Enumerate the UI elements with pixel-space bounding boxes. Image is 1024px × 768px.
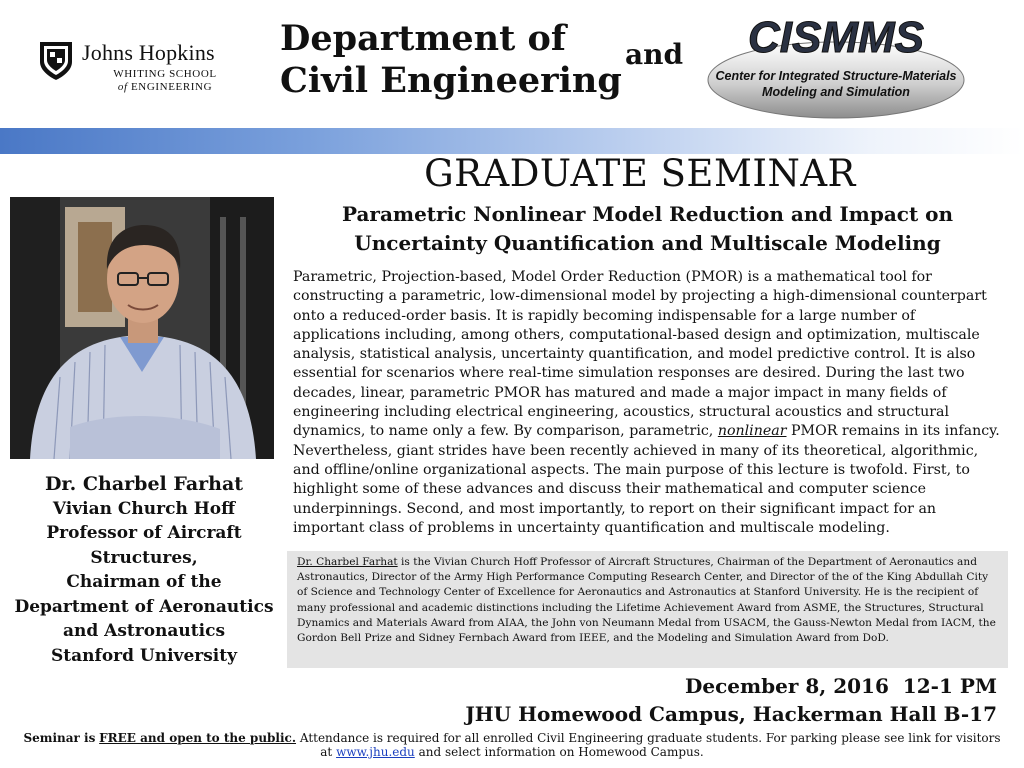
footer-free: FREE and open to the public. [99, 731, 297, 745]
department-title [280, 18, 625, 102]
footer-text: and select information on Homewood Campus. [418, 745, 704, 759]
speaker-portrait [10, 197, 274, 459]
and-word: and [625, 38, 684, 71]
department-title-line2: Civil Engineering [280, 60, 622, 101]
jhu-school-line1: WHITING SCHOOL [113, 68, 217, 80]
cismms-subtitle-line1: Center for Integrated Structure-Materials [715, 69, 957, 83]
speaker-photo [10, 197, 274, 459]
bio-box [287, 551, 1008, 668]
speaker-name: Dr. Charbel Farhat [44, 473, 244, 495]
cismms-logo [705, 8, 967, 120]
department-title-line1: Department of [280, 18, 566, 59]
footer-note [20, 731, 1004, 759]
jhu-name: Johns Hopkins [82, 40, 215, 65]
header-divider-bar [0, 128, 1024, 154]
bio-name: Dr. Charbel Farhat [297, 556, 398, 568]
jhu-school-of: of [117, 81, 128, 93]
event-location: JHU Homewood Campus, Hackerman Hall B-17 [465, 702, 997, 726]
abstract-text: PMOR remains in its infancy. Nevertheless, giant strides have been recently achieved in many of its theoretical, algorithmic, and offline/online organizational aspects. The main purpose of this lecture is twofold. First, to highlight some of these advances and discuss their mathematical and computer science underpinnings. Second, and most importantly, to report on their significant impact for an important class of problems in uncertainty quantification and multiscale modeling. [293, 423, 1000, 536]
speaker-title-line: Vivian Church Hoff [52, 498, 236, 519]
bio-text: is the Vivian Church Hoff Professor of Aircraft Structures, Chairman of the Department of Aeronautics and Astronautics, Director of the Army High Performance Computing Research Center, and Director of the of the King Abdullah City of Science and Technology Center of Excellence for Aeronautics and Astronautics at Stanford University. He is the recipient of many professional and academic distinctions including the Lifetime Achievement Award from ASME, the Structures, Structural Dynamics and Materials Award from AIAA, the John von Neumann Medal from USACM, the Gauss-Newton Medal from IACM, the Gordon Bell Prize and Sidney Fernbach Award from IEEE, and the Modeling and Simulation Award from DoD. [297, 556, 996, 645]
talk-title [300, 200, 995, 258]
speaker-title-line: Professor of Aircraft [46, 523, 242, 543]
cismms-subtitle-line2: Modeling and Simulation [762, 85, 910, 99]
talk-title-line2: Uncertainty Quantification and Multiscale Modeling [354, 231, 941, 255]
speaker-title-line: Structures, [90, 547, 198, 568]
speaker-title-line: Stanford University [51, 645, 237, 666]
jhu-school [110, 68, 220, 94]
seminar-heading: GRADUATE SEMINAR [424, 152, 856, 195]
cismms-name: CISMMS [748, 13, 924, 62]
abstract-text: Parametric, Projection-based, Model Order Reduction (PMOR) is a mathematical tool for constructing a parametric, low-dimensional model by projecting a high-dimensional counterpart onto a reduced-order basis. It is rapidly becoming indispensable for a large number of applications including, among others, computational-based design and optimization, multiscale analysis, statistical analysis, uncertainty quantification, and model predictive control. It is also essential for scenarios where real-time simulation responses are desired. During the last two decades, linear, parametric PMOR has matured and made a major impact in many fields of engineering including electrical engineering, acoustics, structural acoustics and structural dynamics, to name only a few. By comparison, parametric, [293, 269, 987, 440]
footer-lead: Seminar is [23, 731, 96, 745]
shield-icon [38, 40, 74, 82]
jhu-logo [38, 38, 258, 98]
speaker-title-line: and Astronautics [62, 621, 226, 641]
speaker-title-line: Chairman of the [66, 572, 222, 592]
footer-text: Attendance is required for all enrolled Civil Engineering graduate students. For parking please see link for visitors at [299, 731, 1001, 759]
jhu-school-line2: ENGINEERING [130, 81, 213, 93]
speaker-title-line: Department of Aeronautics [14, 596, 274, 617]
talk-title-line1: Parametric Nonlinear Model Reduction and Impact on [341, 202, 954, 226]
abstract-emphasis: nonlinear [717, 423, 787, 440]
jhu-website-link[interactable]: www.jhu.edu [336, 745, 415, 759]
abstract [293, 268, 1005, 538]
event-date: December 8, 2016 12-1 PM [685, 674, 997, 698]
speaker-info [10, 472, 278, 668]
